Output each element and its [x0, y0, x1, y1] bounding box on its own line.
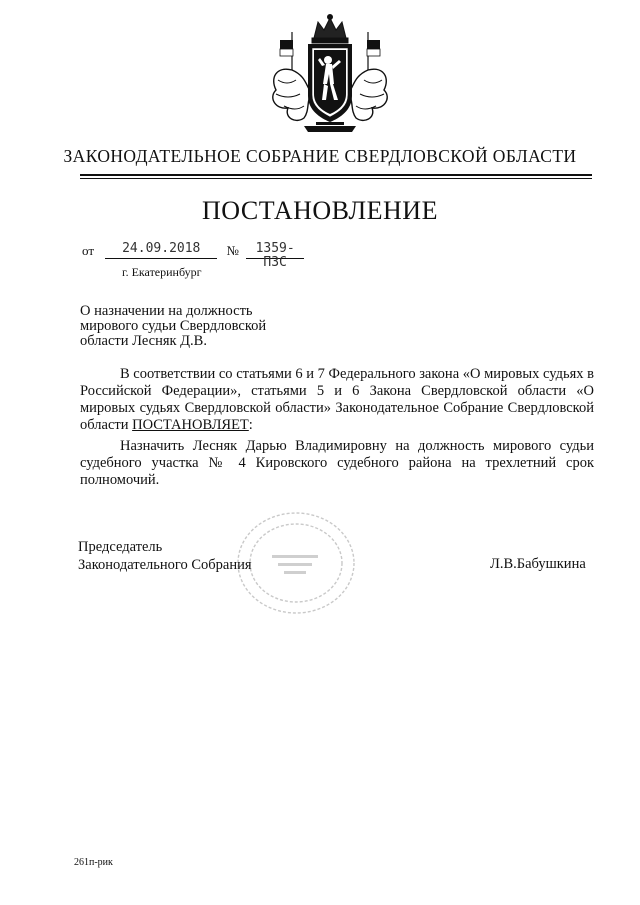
subject-line: области Лесняк Д.В. — [80, 333, 207, 349]
paragraph-appointment: Назначить Лесняк Дарью Владимировну на должность мирового судьи судебного участка № 4 Кировского судебного района на трехлетний срок полномочий. — [80, 438, 594, 488]
city: г. Екатеринбург — [122, 265, 202, 279]
subject-line: мирового судьи Свердловской — [80, 318, 267, 334]
decree-colon: : — [248, 417, 253, 433]
header-divider-thick — [80, 174, 592, 176]
document-date: 24.09.2018 — [105, 242, 217, 259]
header-divider-thin — [80, 178, 592, 179]
signatory-name: Л.В.Бабушкина — [490, 556, 586, 572]
document-number: 1359-ПЗС — [246, 242, 304, 259]
coat-of-arms-icon — [262, 14, 398, 136]
decree-word: ПОСТАНОВЛЯЕТ — [132, 417, 249, 433]
document-title: ПОСТАНОВЛЕНИЕ — [202, 196, 438, 225]
from-label: от — [82, 243, 95, 258]
subject-block — [80, 304, 266, 349]
date-number-line — [82, 241, 304, 270]
organization-name: ЗАКОНОДАТЕЛЬНОЕ СОБРАНИЕ СВЕРДЛОВСКОЙ ОБЛАСТИ — [63, 146, 577, 166]
signatory-position-line: Председатель — [78, 539, 163, 555]
paragraph-legal-basis-text: В соответствии со статьями 6 и 7 Федерального закона «О мировых судьях в Российской Федерации», статьями 5 и 6 Закона Свердловской области «О мировых судьях Свердловской области» Законодательное Собрание Свердловской области — [80, 366, 594, 433]
paragraph-legal-basis — [80, 366, 594, 434]
signatory-position — [78, 538, 252, 574]
signatory-position-line: Законодательного Собрания — [78, 557, 252, 573]
subject-line: О назначении на должность — [80, 303, 253, 319]
footer-code: 261п-рик — [74, 857, 113, 868]
number-label: № — [226, 243, 239, 258]
